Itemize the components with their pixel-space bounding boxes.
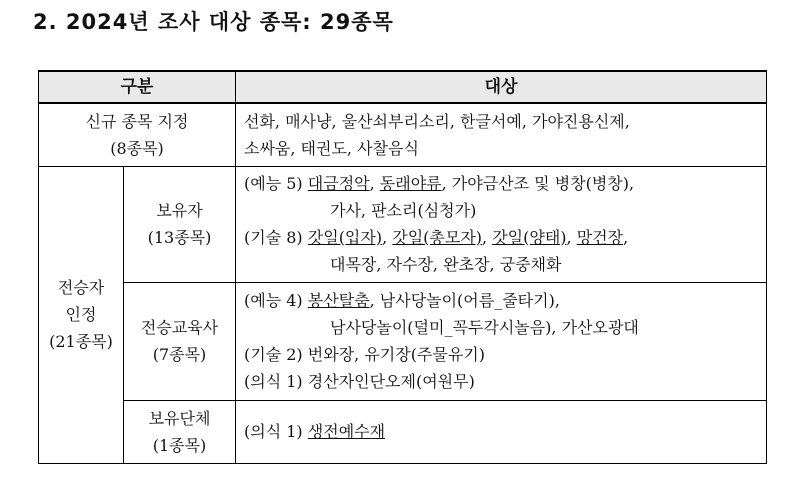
holder-art-item: 가야금산조 및 병창(병창) <box>451 174 629 193</box>
new-designation-count: (8종목) <box>110 138 164 158</box>
instructor-art-line: (예능 4) 봉산탈춤, 남사당놀이(어름_줄타기), <box>244 291 560 310</box>
instructor-count: (7종목) <box>152 345 207 364</box>
new-designation-line-2: 소싸움, 태권도, 사찰음식 <box>244 138 419 158</box>
survey-targets-table <box>38 70 767 464</box>
holder-art-continuation: 가사, 판소리(심청가) <box>330 201 477 220</box>
group-items <box>236 400 767 463</box>
instructor-art-prefix: (예능 4) <box>244 291 303 310</box>
instructor-tech-prefix: (기술 2) <box>244 345 303 364</box>
header-target: 대상 <box>236 71 767 103</box>
instructor-art-continuation: 남사당놀이(덜미_꼭두각시놀음), 가산오광대 <box>330 318 639 337</box>
holder-art-item: 대금정악 <box>307 174 370 193</box>
inheritor-category <box>39 166 124 463</box>
row-holder <box>39 166 767 282</box>
holder-tech-item: 갓일(총모자) <box>392 228 483 247</box>
holder-count: (13종목) <box>147 228 212 247</box>
instructor-art-item: 봉산탈춤 <box>307 291 370 310</box>
row-new-designation <box>39 103 767 166</box>
inheritor-label-2: 인정 <box>65 305 97 324</box>
instructor-ritual-text: 경산자인단오제(여원무) <box>307 372 475 391</box>
section-heading: 2. 2024년 조사 대상 종목: 29종목 <box>33 10 394 34</box>
holder-art-item: 동래야류 <box>379 174 442 193</box>
new-designation-label: 신규 종목 지정 <box>85 111 189 131</box>
instructor-art-item: 남사당놀이(어름_줄타기) <box>379 291 555 310</box>
instructor-label: 전승교육사 <box>140 318 219 337</box>
instructor-category <box>124 282 236 400</box>
row-group <box>39 400 767 463</box>
holder-items <box>236 166 767 282</box>
row-instructor <box>39 282 767 400</box>
inheritor-label: 전승자 <box>57 278 105 297</box>
group-ritual-prefix: (의식 1) <box>244 422 303 441</box>
table-header-row <box>39 71 767 103</box>
group-count: (1종목) <box>152 435 207 455</box>
inheritor-count: (21종목) <box>49 332 113 351</box>
instructor-ritual-prefix: (의식 1) <box>244 372 303 391</box>
group-label: 보유단체 <box>148 408 211 428</box>
holder-art-prefix: (예능 5) <box>244 174 303 193</box>
instructor-tech-line <box>244 341 762 368</box>
group-ritual-line <box>244 418 762 445</box>
holder-tech-item: 갓일(양태) <box>492 228 567 247</box>
instructor-items <box>236 282 767 400</box>
holder-tech-item: 망건장 <box>576 228 624 247</box>
holder-label: 보유자 <box>156 201 203 220</box>
holder-art-line: (예능 5) 대금정악, 동래야류, 가야금산조 및 병창(병창), <box>244 174 635 193</box>
group-category <box>124 400 236 463</box>
holder-tech-line: (기술 8) 갓일(입자), 갓일(총모자), 갓일(양태), 망건장, <box>244 228 629 247</box>
new-designation-items <box>236 103 767 166</box>
holder-tech-item: 갓일(입자) <box>307 228 383 247</box>
new-designation-line-1: 선화, 매사냥, 울산쇠부리소리, 한글서예, 가야진용신제, <box>244 111 630 131</box>
instructor-ritual-line <box>244 368 762 395</box>
holder-tech-prefix: (기술 8) <box>244 228 303 247</box>
group-ritual-item: 생전예수재 <box>307 422 386 441</box>
new-designation-category <box>39 103 236 166</box>
header-category: 구분 <box>39 71 236 103</box>
instructor-tech-text: 번와장, 유기장(주물유기) <box>307 345 485 364</box>
holder-tech-continuation: 대목장, 자수장, 완초장, 궁중채화 <box>330 255 562 274</box>
holder-category <box>124 166 236 282</box>
